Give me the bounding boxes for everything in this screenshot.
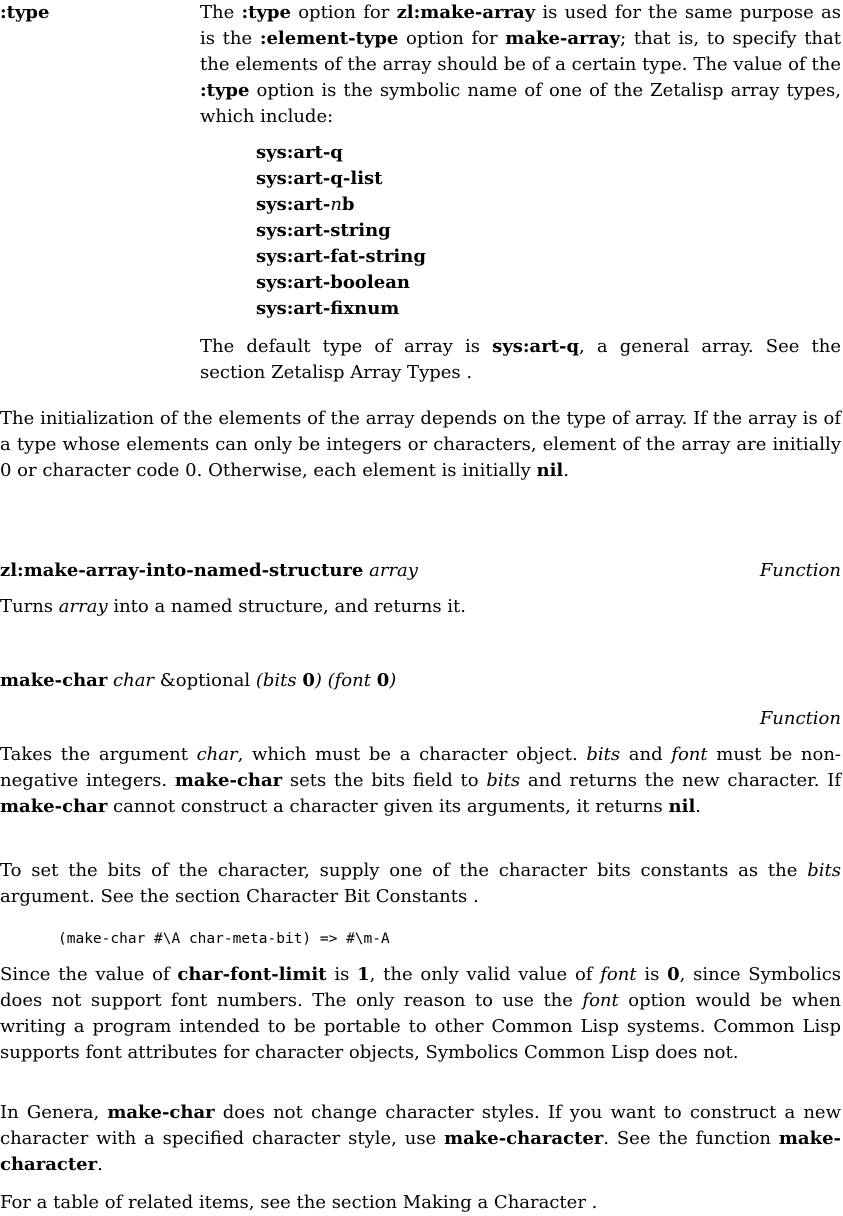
default-type-paragraph: The default type of array is sys:art-q, a general array. See the section Zetalisp Array Types . xyxy=(200,336,841,383)
function-header: make-char char &optional (bits 0) (font 0) xyxy=(0,670,397,691)
option-description: The :type option for zl:make-array is used for the same purpose as is the :element-type option for make-array; that is, to specify that the elements of the array should be of a certain type. The value of the :type option is the symbolic name of one of the Zetalisp array types, which include: xyxy=(200,2,841,127)
font-limit-paragraph: Since the value of char-font-limit is 1, the only valid value of font is 0, since Symbolics does not support font numbers. The only reason to use the font option would be when writing a program intended to be portable to other Common Lisp systems. Common Lisp supports font attributes for character objects, Symbolics Common Lisp does not. xyxy=(0,964,842,1063)
initialization-paragraph: The initialization of the elements of the array depends on the type of array. If the array is of a type whose elements can only be integers or characters, element of the array are initially 0 or character code 0. Otherwise, each element is initially nil. xyxy=(0,408,841,481)
genera-paragraph: In Genera, make-char does not change character styles. If you want to construct a new character with a specified character style, use make-character. See the function make-character. xyxy=(0,1102,841,1175)
code-example: (make-char #\A char-meta-bit) => #\m-A xyxy=(58,931,390,947)
function-kind-line xyxy=(0,706,841,732)
function-ref: zl:make-array xyxy=(396,2,536,23)
option-term: :type xyxy=(0,2,50,23)
entry-kind: Function xyxy=(759,708,841,729)
function-arg: char xyxy=(113,670,155,691)
function-name: zl:make-array-into-named-structure xyxy=(0,560,364,581)
description-paragraph: Takes the argument char, which must be a character object. bits and font must be non-negative integers. make-char sets the bits field to bits and returns the new character. If make-char cannot construct a character given its arguments, it returns nil. xyxy=(0,744,842,817)
function-description: Turns array into a named structure, and returns it. xyxy=(0,596,467,617)
related-items-paragraph: For a table of related items, see the section Making a Character . xyxy=(0,1192,598,1213)
array-type-item: sys:art-string xyxy=(256,220,391,241)
array-type-item: sys:art-fixnum xyxy=(256,298,400,319)
function-ref: make-array xyxy=(505,28,621,49)
entry-kind: Function xyxy=(759,560,841,581)
keyword: :element-type xyxy=(259,28,399,49)
array-type-list xyxy=(256,140,426,322)
keyword: :type xyxy=(200,80,250,101)
keyword: :type xyxy=(241,2,291,23)
array-type-item: sys:art-nb xyxy=(256,194,355,215)
function-arg: array xyxy=(369,560,418,581)
array-type-item: sys:art-fat-string xyxy=(256,246,426,267)
array-type-item: sys:art-q xyxy=(256,142,343,163)
function-name: make-char xyxy=(0,670,108,691)
array-type-item: sys:art-q-list xyxy=(256,168,383,189)
bits-paragraph: To set the bits of the character, supply one of the character bits constants as the bits argument. See the section Character Bit Constants . xyxy=(0,860,841,907)
array-type-item: sys:art-boolean xyxy=(256,272,410,293)
function-header xyxy=(0,558,841,584)
